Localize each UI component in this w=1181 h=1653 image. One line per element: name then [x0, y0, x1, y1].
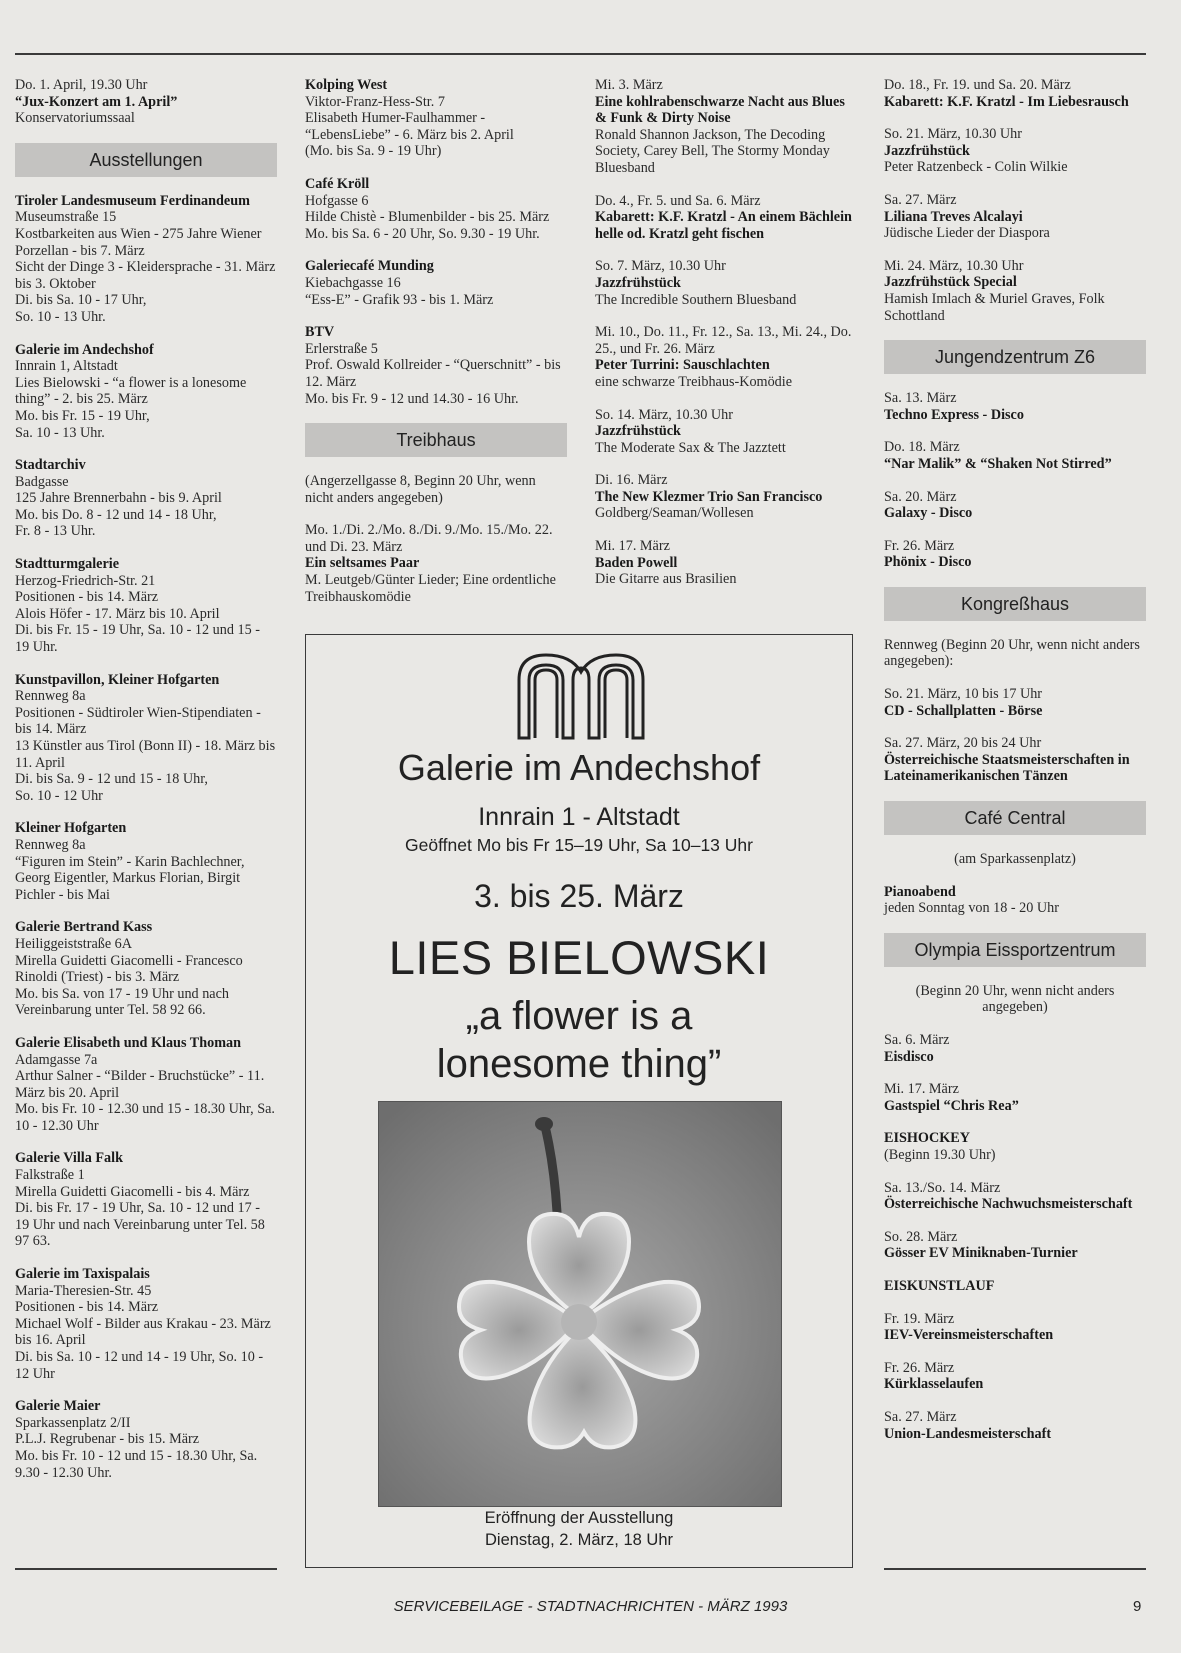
section-header-treibhaus: Treibhaus	[305, 423, 567, 457]
event-desc: Jüdische Lieder der Diaspora	[884, 225, 1050, 242]
venue-title: Galerie Maier	[15, 1398, 101, 1415]
exhibition-list	[15, 193, 277, 1481]
page-number: 9	[1133, 1598, 1142, 1615]
event-title: Jazzfrühstück	[595, 274, 681, 291]
venue-entry	[15, 1398, 277, 1481]
event-title: IEV-Vereinsmeisterschaften	[884, 1327, 1054, 1344]
event-entry	[884, 1409, 1146, 1442]
event-desc: The Moderate Sax & The Jazztett	[595, 439, 786, 456]
venue-line: So. 10 - 12 Uhr	[15, 787, 103, 804]
event-date: Sa. 6. März	[884, 1032, 950, 1048]
venue-title: Galerie Villa Falk	[15, 1150, 123, 1167]
entry-date: Mo. 1./Di. 2./Mo. 8./Di. 9./Mo. 15./Mo. 22. und Di. 23. März	[305, 522, 553, 555]
venue-entry	[15, 820, 277, 903]
event-date: Sa. 27. März, 20 bis 24 Uhr	[884, 735, 1042, 752]
flower-photo	[378, 1101, 782, 1507]
venue-line: Positionen - bis 14. März	[15, 1299, 159, 1316]
section-header-ausstellungen: Ausstellungen	[15, 143, 277, 177]
event-date: Fr. 19. März	[884, 1310, 955, 1327]
cafe-entry	[884, 884, 1146, 917]
venue-line: Badgasse	[15, 473, 69, 490]
venue-line: So. 10 - 13 Uhr.	[15, 308, 106, 325]
eiskunstlauf-list	[884, 1311, 1146, 1443]
four-leaf-clover-icon	[379, 1102, 781, 1506]
venue-line: Di. bis Fr. 17 - 19 Uhr, Sa. 10 - 12 und 17 - 19 Uhr und nach Vereinbarung unter Tel. 58 97 63.	[15, 1200, 265, 1250]
event-desc: Peter Ratzenbeck - Colin Wilkie	[884, 159, 1068, 176]
event-title: Gastspiel “Chris Rea”	[884, 1097, 1019, 1114]
event-entry	[884, 1311, 1146, 1344]
event-date: Sa. 20. März	[884, 488, 957, 505]
event-date: Sa. 27. März	[884, 191, 957, 208]
bottom-rule-right	[884, 1568, 1146, 1570]
venue-title: Stadtturmgalerie	[15, 556, 120, 573]
event-entry	[884, 1081, 1146, 1114]
top-rule	[15, 53, 1146, 55]
event-entry	[884, 735, 1146, 785]
event-entry	[884, 258, 1146, 324]
event-entry	[884, 439, 1146, 472]
venue-line: 125 Jahre Brennerbahn - bis 9. April	[15, 490, 222, 507]
column-1	[15, 77, 277, 1497]
event-desc: eine schwarze Treibhaus-Komödie	[595, 373, 792, 390]
venue-line: Erlerstraße 5	[305, 340, 378, 357]
event-entry	[884, 1360, 1146, 1393]
treibhaus-entry	[305, 522, 567, 605]
event-entry	[884, 390, 1146, 423]
event-date: Mi. 17. März	[595, 538, 670, 555]
event-date: So. 7. März, 10.30 Uhr	[595, 258, 726, 275]
event-date: Mi. 3. März	[595, 77, 663, 93]
ad-title	[306, 992, 852, 1088]
venue-line: Hofgasse 6	[305, 192, 369, 209]
venue-title: Galerie Elisabeth und Klaus Thoman	[15, 1034, 242, 1051]
venue-entry	[15, 193, 277, 326]
intro-venue: Konservatoriumssaal	[15, 110, 135, 127]
venue-line: Mo. bis Do. 8 - 12 und 14 - 18 Uhr,	[15, 506, 217, 523]
event-entry	[884, 489, 1146, 522]
event-date: Fr. 26. März	[884, 1359, 955, 1376]
event-date: Sa. 27. März	[884, 1408, 957, 1425]
entry-desc: jeden Sonntag von 18 - 20 Uhr	[884, 900, 1059, 917]
event-entry	[884, 1032, 1146, 1065]
treibhaus-list	[595, 77, 857, 588]
event-date: Mi. 17. März	[884, 1081, 959, 1098]
event-date: Fr. 26. März	[884, 537, 955, 554]
event-title: Eine kohlrabenschwarze Nacht aus Blues & Funk & Dirty Noise	[595, 93, 845, 127]
ad-dates: 3. bis 25. März	[474, 878, 684, 914]
event-date: Do. 18., Fr. 19. und Sa. 20. März	[884, 77, 1071, 93]
eishockey-heading	[884, 1130, 1146, 1163]
venue-line: Sicht der Dinge 3 - Kleidersprache - 31. März bis 3. Oktober	[15, 259, 276, 292]
event-date: So. 28. März	[884, 1228, 958, 1245]
venue-line: Kostbarkeiten aus Wien - 275 Jahre Wiener Porzellan - bis 7. März	[15, 225, 262, 259]
venue-line: Positionen - Südtiroler Wien-Stipendiaten - bis 14. März	[15, 704, 261, 738]
venue-entry	[305, 176, 567, 242]
ad-opening-line-2: Dienstag, 2. März, 18 Uhr	[485, 1531, 673, 1549]
ad-opening	[306, 1507, 852, 1551]
ad-title-line-2: lonesome thing”	[436, 1042, 722, 1086]
venue-line: Hilde Chistè - Blumenbilder - bis 25. März	[305, 209, 550, 226]
venue-line: 13 Künstler aus Tirol (Bonn II) - 18. März bis 11. April	[15, 738, 276, 771]
venue-entry	[15, 342, 277, 442]
venue-title: Galerie Bertrand Kass	[15, 919, 153, 936]
event-date: Sa. 13./So. 14. März	[884, 1179, 1001, 1196]
intro-title: “Jux-Konzert am 1. April”	[15, 93, 178, 110]
section-header-z6: Jungendzentrum Z6	[884, 340, 1146, 374]
event-entry	[595, 193, 857, 243]
venue-line: Prof. Oswald Kollreider - “Querschnitt” - bis 12. März	[305, 357, 561, 390]
venue-title: Galerie im Andechshof	[15, 341, 154, 358]
intro-date: Do. 1. April, 19.30 Uhr	[15, 77, 148, 93]
event-title: CD - Schallplatten - Börse	[884, 702, 1043, 719]
event-title: Union-Landesmeisterschaft	[884, 1425, 1052, 1442]
ad-artist: LIES BIELOWSKI	[388, 931, 770, 984]
venue-line: Falkstraße 1	[15, 1167, 85, 1184]
venue-entry	[15, 672, 277, 805]
entry-title: Pianoabend	[884, 883, 956, 900]
page-footer: SERVICEBEILAGE - STADTNACHRICHTEN - MÄRZ 1993	[393, 1598, 788, 1615]
column-2	[305, 77, 567, 621]
event-title: Jazzfrühstück	[884, 142, 970, 159]
venue-line: Rennweg 8a	[15, 836, 86, 853]
event-date: Do. 18. März	[884, 439, 960, 456]
venue-line: Viktor-Franz-Hess-Str. 7	[305, 93, 445, 110]
entry-desc: M. Leutgeb/Günter Lieder; Eine ordentliche Treibhauskomödie	[305, 572, 556, 605]
arches-logo-icon	[511, 650, 651, 740]
entry-title: EISHOCKEY	[884, 1130, 970, 1147]
olympia-list	[884, 1032, 1146, 1114]
z6-list	[884, 390, 1146, 571]
event-title: Techno Express - Disco	[884, 406, 1024, 423]
event-title: Kürklasselaufen	[884, 1376, 984, 1393]
event-title: Gösser EV Miniknaben-Turnier	[884, 1245, 1078, 1262]
event-entry	[884, 77, 1146, 110]
venue-line: Di. bis Sa. 10 - 17 Uhr,	[15, 292, 147, 309]
event-entry	[884, 1180, 1146, 1213]
kongresshaus-note: Rennweg (Beginn 20 Uhr, wenn nicht anders angegeben):	[884, 636, 1140, 670]
venue-line: Mo. bis Sa. 6 - 20 Uhr, So. 9.30 - 19 Uhr.	[305, 225, 540, 242]
entry-title: Ein seltsames Paar	[305, 555, 420, 572]
ad-opening-line-1: Eröffnung der Ausstellung	[484, 1509, 674, 1527]
event-title: Peter Turrini: Sauschlachten	[595, 357, 770, 374]
venue-line: Herzog-Friedrich-Str. 21	[15, 572, 156, 589]
venue-title: Café Kröll	[305, 175, 370, 192]
event-date: So. 14. März, 10.30 Uhr	[595, 406, 733, 423]
venue-line: Mirella Guidetti Giacomelli - bis 4. März	[15, 1183, 250, 1200]
event-title: Galaxy - Disco	[884, 505, 973, 522]
event-entry	[595, 472, 857, 522]
intro-entry	[15, 77, 277, 127]
venue-line: Mo. bis Fr. 9 - 12 und 14.30 - 16 Uhr.	[305, 390, 519, 407]
event-entry	[884, 1229, 1146, 1262]
venue-line: Mo. bis Fr. 10 - 12.30 und 15 - 18.30 Uhr, Sa. 10 - 12.30 Uhr	[15, 1101, 275, 1134]
event-title: “Nar Malik” & “Shaken Not Stirred”	[884, 455, 1112, 472]
treibhaus-list-2	[884, 77, 1146, 324]
venue-title: Stadtarchiv	[15, 457, 86, 474]
event-desc: Ronald Shannon Jackson, The Decoding Society, Carey Bell, The Stormy Monday Bluesband	[595, 126, 830, 176]
venue-title: Galeriecafé Munding	[305, 258, 434, 275]
event-title: Baden Powell	[595, 554, 678, 571]
venue-line: Arthur Salner - “Bilder - Bruchstücke” - 11. März bis 20. April	[15, 1068, 265, 1101]
event-title: Liliana Treves Alcalayi	[884, 208, 1023, 225]
venue-entry	[15, 457, 277, 540]
venue-line: Maria-Theresien-Str. 45	[15, 1282, 152, 1299]
event-entry	[595, 538, 857, 588]
exhibition-list-2	[305, 77, 567, 407]
venue-line: Rennweg 8a	[15, 688, 86, 705]
venue-entry	[15, 556, 277, 656]
event-title: Kabarett: K.F. Kratzl - An einem Bächlein helle od. Kratzl geht fischen	[595, 209, 852, 242]
event-entry	[884, 686, 1146, 719]
event-entry	[884, 538, 1146, 571]
venue-entry	[15, 1035, 277, 1135]
venue-line: Alois Höfer - 17. März bis 10. April	[15, 605, 220, 622]
venue-line: Innrain 1, Altstadt	[15, 358, 118, 375]
venue-entry	[305, 258, 567, 308]
event-title: Österreichische Staatsmeisterschaften in Lateinamerikanischen Tänzen	[884, 751, 1130, 785]
venue-line: Heiliggeiststraße 6A	[15, 935, 133, 952]
venue-line: Fr. 8 - 13 Uhr.	[15, 523, 96, 540]
gallery-advertisement	[305, 634, 853, 1568]
venue-line: Sa. 10 - 13 Uhr.	[15, 424, 105, 441]
event-date: Sa. 13. März	[884, 390, 957, 407]
venue-line: P.L.J. Regrubenar - bis 15. März	[15, 1431, 200, 1448]
event-title: The New Klezmer Trio San Francisco	[595, 488, 823, 505]
bottom-rule-left	[15, 1568, 277, 1570]
event-date: Do. 4., Fr. 5. und Sa. 6. März	[595, 192, 761, 209]
venue-line: Mirella Guidetti Giacomelli - Francesco Rinoldi (Triest) - bis 3. März	[15, 952, 243, 986]
venue-line: Mo. bis Fr. 15 - 19 Uhr,	[15, 407, 150, 424]
venue-line: Sparkassenplatz 2/II	[15, 1414, 131, 1431]
event-entry	[595, 407, 857, 457]
event-entry	[884, 126, 1146, 176]
venue-line: (Mo. bis Sa. 9 - 19 Uhr)	[305, 143, 442, 160]
venue-title: Tiroler Landesmuseum Ferdinandeum	[15, 192, 250, 209]
venue-line: Museumstraße 15	[15, 209, 117, 226]
cafe-note: (am Sparkassenplatz)	[954, 851, 1076, 868]
event-entry	[595, 77, 857, 177]
section-header-olympia: Olympia Eissportzentrum	[884, 933, 1146, 967]
venue-line: “Ess-E” - Grafik 93 - bis 1. März	[305, 291, 494, 308]
event-entry	[595, 324, 857, 390]
venue-entry	[15, 1150, 277, 1250]
column-4	[884, 77, 1146, 1458]
venue-entry	[15, 919, 277, 1019]
venue-line: “Figuren im Stein” - Karin Bachlechner, Georg Eigentler, Markus Florian, Birgit Pichler - bis Mai	[15, 853, 245, 903]
eishockey-list	[884, 1180, 1146, 1262]
event-desc: Die Gitarre aus Brasilien	[595, 571, 737, 588]
column-3	[595, 77, 857, 604]
section-header-kongresshaus: Kongreßhaus	[884, 587, 1146, 621]
treibhaus-note: (Angerzellgasse 8, Beginn 20 Uhr, wenn nicht anders angegeben)	[305, 473, 536, 506]
venue-line: Adamgasse 7a	[15, 1051, 98, 1068]
event-title: Jazzfrühstück	[595, 423, 681, 440]
venue-line: Mo. bis Sa. von 17 - 19 Uhr und nach Vereinbarung unter Tel. 58 92 66.	[15, 985, 229, 1019]
venue-line: Di. bis Sa. 10 - 12 und 14 - 19 Uhr, So. 10 - 12 Uhr	[15, 1349, 264, 1382]
ad-address: Innrain 1 - Altstadt	[478, 803, 680, 831]
venue-title: BTV	[305, 324, 335, 341]
ad-hours: Geöffnet Mo bis Fr 15–19 Uhr, Sa 10–13 Uhr	[405, 835, 753, 855]
event-title: Österreichische Nachwuchsmeisterschaft	[884, 1196, 1133, 1213]
event-title: Jazzfrühstück Special	[884, 274, 1017, 291]
event-date: Mi. 24. März, 10.30 Uhr	[884, 257, 1024, 274]
venue-line: Positionen - bis 14. März	[15, 589, 159, 606]
venue-line: Elisabeth Humer-Faulhammer - “LebensLiebe” - 6. März bis 2. April	[305, 110, 514, 143]
eiskunstlauf-heading: EISKUNSTLAUF	[884, 1277, 995, 1294]
olympia-note: (Beginn 20 Uhr, wenn nicht anders angegeben)	[915, 982, 1115, 1016]
entry-desc: (Beginn 19.30 Uhr)	[884, 1146, 996, 1163]
kongresshaus-list	[884, 686, 1146, 785]
venue-entry	[305, 77, 567, 160]
ad-title-line-1: „a flower is a	[465, 994, 693, 1038]
event-title: Kabarett: K.F. Kratzl - Im Liebesrausch	[884, 93, 1129, 110]
venue-entry	[305, 324, 567, 407]
venue-line: Kiebachgasse 16	[305, 274, 401, 291]
event-desc: The Incredible Southern Bluesband	[595, 291, 797, 308]
venue-title: Kunstpavillon, Kleiner Hofgarten	[15, 671, 220, 688]
venue-line: Mo. bis Fr. 10 - 12 und 15 - 18.30 Uhr, Sa. 9.30 - 12.30 Uhr.	[15, 1447, 258, 1481]
venue-entry	[15, 1266, 277, 1382]
event-entry	[884, 192, 1146, 242]
event-title: Eisdisco	[884, 1048, 934, 1065]
venue-line: Lies Bielowski - “a flower is a lonesome thing” - 2. bis 25. März	[15, 374, 247, 408]
ad-gallery-name: Galerie im Andechshof	[397, 747, 761, 788]
event-title: Phönix - Disco	[884, 554, 972, 571]
venue-title: Kleiner Hofgarten	[15, 820, 127, 837]
venue-line: Di. bis Fr. 15 - 19 Uhr, Sa. 10 - 12 und 15 - 19 Uhr.	[15, 622, 260, 656]
event-desc: Goldberg/Seaman/Wollesen	[595, 505, 754, 522]
event-date: Di. 16. März	[595, 472, 668, 489]
event-date: So. 21. März, 10.30 Uhr	[884, 126, 1022, 143]
venue-line: Di. bis Sa. 9 - 12 und 15 - 18 Uhr,	[15, 771, 208, 788]
event-date: Mi. 10., Do. 11., Fr. 12., Sa. 13., Mi. 24., Do. 25., und Fr. 26. März	[595, 324, 852, 357]
section-header-cafe-central: Café Central	[884, 801, 1146, 835]
event-date: So. 21. März, 10 bis 17 Uhr	[884, 686, 1043, 703]
venue-line: Michael Wolf - Bilder aus Krakau - 23. März bis 16. April	[15, 1315, 271, 1349]
venue-title: Galerie im Taxispalais	[15, 1266, 150, 1283]
event-entry	[595, 258, 857, 308]
event-desc: Hamish Imlach & Muriel Graves, Folk Schottland	[884, 290, 1105, 324]
venue-title: Kolping West	[305, 77, 388, 93]
